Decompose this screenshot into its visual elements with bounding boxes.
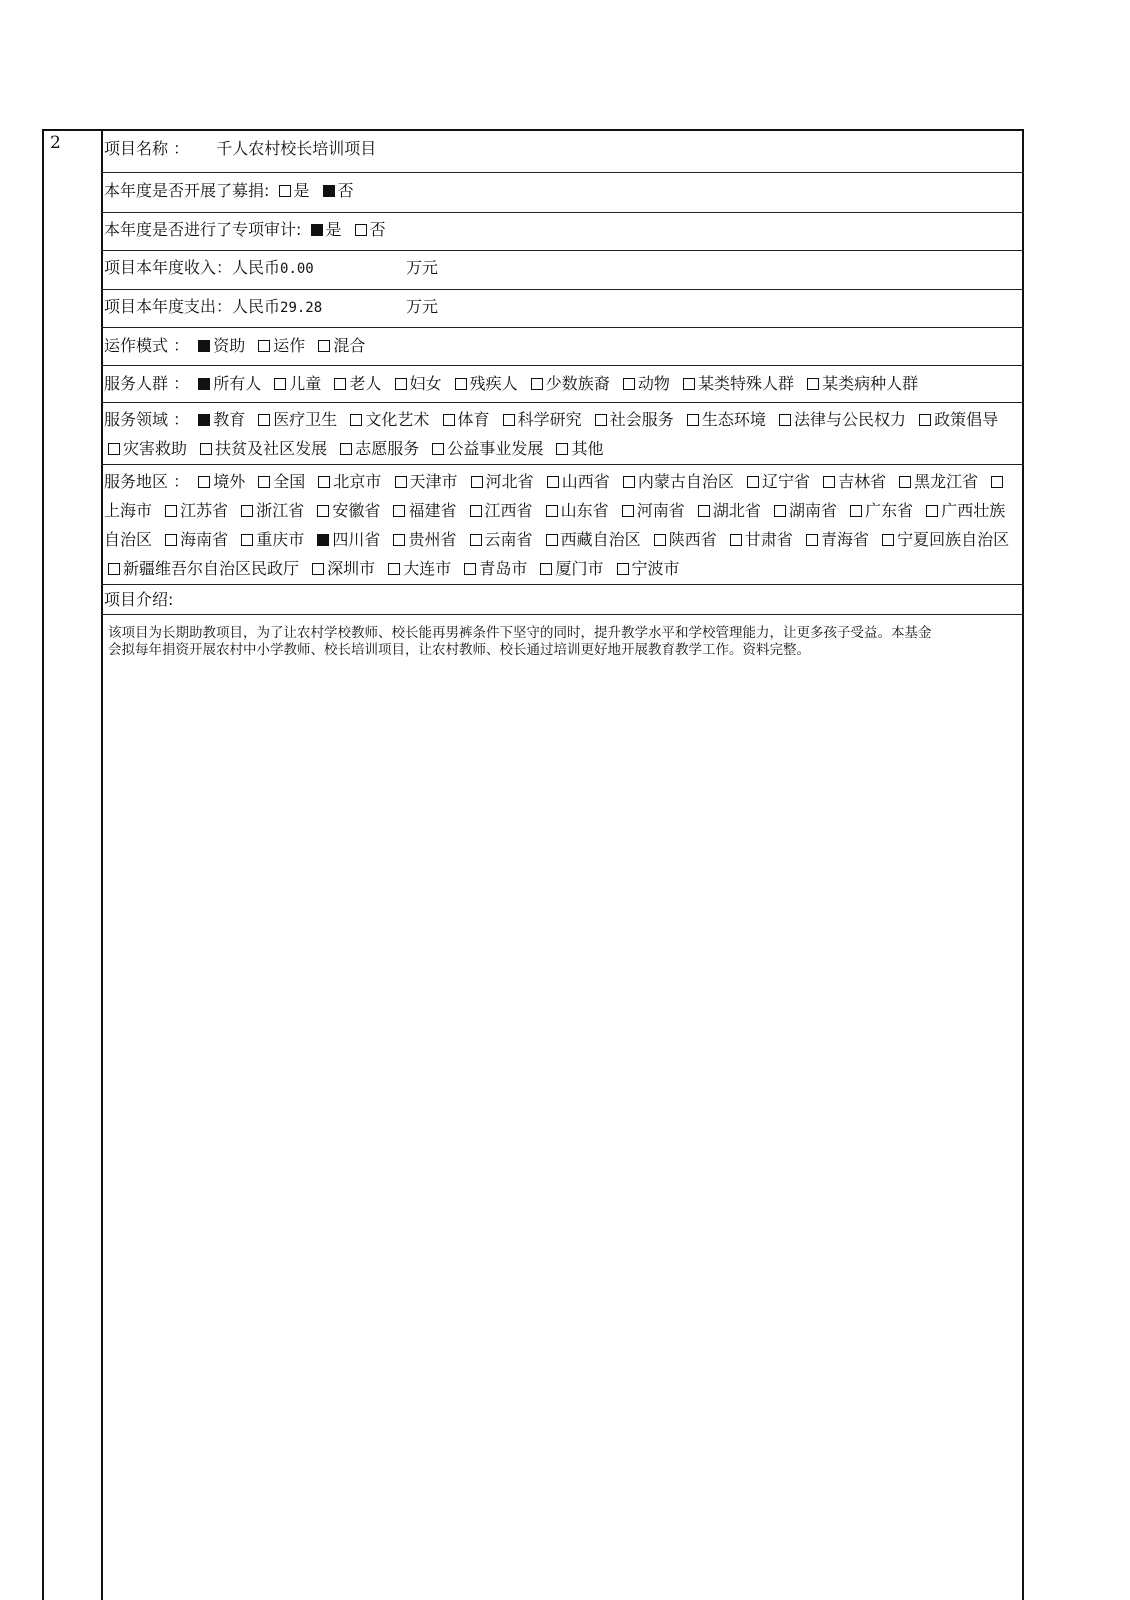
table-column-divider — [101, 130, 103, 1600]
service-region-option-label: 上海市 — [104, 501, 153, 520]
operation-mode-option-label: 资助 — [213, 336, 246, 355]
service-region-option[interactable] — [466, 501, 533, 520]
service-region-option-label: 山西省 — [561, 472, 610, 491]
service-field-option-label: 政策倡导 — [934, 410, 999, 429]
service-region-option-label: 厦门市 — [555, 559, 604, 578]
service-field-option-label: 文化艺术 — [365, 410, 430, 429]
checkbox-icon[interactable] — [531, 378, 543, 390]
checked-checkbox-icon[interactable] — [323, 185, 335, 197]
service-region-option[interactable] — [466, 530, 533, 549]
service-groups-label: 服务人群 ： — [104, 374, 190, 393]
income-label: 项目本年度收入：人民币 — [104, 258, 281, 277]
service-field-option[interactable] — [775, 410, 906, 429]
service-region-option[interactable] — [194, 472, 245, 491]
operation-mode-label: 运作模式 ： — [104, 336, 190, 355]
checkbox-icon[interactable] — [312, 563, 324, 575]
service-groups-row — [104, 369, 1020, 398]
checkbox-icon[interactable] — [317, 505, 329, 517]
service-region-option-label: 江苏省 — [180, 501, 229, 520]
service-region-option-label: 贵州省 — [408, 530, 457, 549]
service-region-option[interactable] — [237, 501, 304, 520]
service-fields-label: 服务领域 ： — [104, 410, 190, 429]
checkbox-icon[interactable] — [355, 224, 367, 236]
service-field-option[interactable] — [336, 439, 419, 458]
service-group-option[interactable] — [391, 374, 442, 393]
checkbox-icon[interactable] — [683, 378, 695, 390]
operation-mode-row — [104, 331, 1020, 360]
intro-label: 项目介绍: — [104, 590, 174, 609]
service-region-option-label: 云南省 — [484, 530, 533, 549]
service-field-option-label: 社会服务 — [609, 410, 674, 429]
row-divider — [101, 614, 1024, 615]
fundraising-option-label: 是 — [293, 181, 310, 200]
fundraising-label: 本年度是否开展了募捐: — [104, 181, 270, 200]
checkbox-icon[interactable] — [241, 534, 253, 546]
checkbox-icon[interactable] — [395, 476, 407, 488]
service-group-option-label: 儿童 — [289, 374, 322, 393]
checkbox-icon[interactable] — [258, 476, 270, 488]
checkbox-icon[interactable] — [318, 340, 330, 352]
checkbox-icon[interactable] — [774, 505, 786, 517]
service-region-option-label: 吉林省 — [838, 472, 887, 491]
service-region-option-label: 河南省 — [636, 501, 685, 520]
audit-options — [307, 220, 390, 239]
service-region-option[interactable] — [613, 559, 680, 578]
service-region-option[interactable] — [314, 472, 381, 491]
service-field-option[interactable] — [194, 410, 245, 429]
service-group-option[interactable] — [270, 374, 321, 393]
checkbox-icon[interactable] — [899, 476, 911, 488]
service-region-option-label: 西藏自治区 — [560, 530, 641, 549]
checkbox-icon[interactable] — [395, 378, 407, 390]
service-region-option[interactable] — [542, 530, 641, 549]
service-region-option[interactable] — [618, 501, 685, 520]
service-field-option[interactable] — [254, 410, 337, 429]
service-region-option[interactable] — [460, 559, 527, 578]
checkbox-icon[interactable] — [779, 414, 791, 426]
operation-mode-option[interactable] — [194, 336, 245, 355]
service-region-option-label: 全国 — [273, 472, 306, 491]
checkbox-icon[interactable] — [432, 443, 444, 455]
checkbox-icon[interactable] — [823, 476, 835, 488]
operation-mode-option-label: 混合 — [333, 336, 366, 355]
service-region-option-label: 黑龙江省 — [914, 472, 979, 491]
service-field-option-label: 体育 — [457, 410, 490, 429]
service-group-option[interactable] — [619, 374, 670, 393]
service-region-option[interactable] — [619, 472, 734, 491]
service-group-option[interactable] — [679, 374, 794, 393]
service-field-option[interactable] — [346, 410, 429, 429]
checkbox-icon[interactable] — [747, 476, 759, 488]
service-region-option-label: 海南省 — [180, 530, 229, 549]
service-region-option-label: 江西省 — [484, 501, 533, 520]
checkbox-icon[interactable] — [547, 476, 559, 488]
checkbox-icon[interactable] — [617, 563, 629, 575]
service-region-option-label: 湖南省 — [788, 501, 837, 520]
intro-row — [104, 585, 1020, 614]
service-region-option[interactable] — [536, 559, 603, 578]
fundraising-row — [104, 176, 1020, 205]
checkbox-icon[interactable] — [546, 505, 558, 517]
service-fields-row — [104, 405, 1020, 463]
income-unit: 万元 — [406, 258, 439, 277]
service-region-option[interactable] — [389, 501, 456, 520]
checkbox-icon[interactable] — [108, 443, 120, 455]
checkbox-icon[interactable] — [443, 414, 455, 426]
service-region-option-label: 重庆市 — [256, 530, 305, 549]
service-region-option[interactable] — [726, 530, 793, 549]
service-region-option-label: 浙江省 — [256, 501, 305, 520]
table-top-border — [42, 129, 1024, 131]
expense-amount: 29.28 — [280, 300, 323, 316]
checked-checkbox-icon[interactable] — [198, 378, 210, 390]
audit-option-label: 是 — [325, 220, 342, 239]
service-region-option-label: 福建省 — [408, 501, 457, 520]
checkbox-icon[interactable] — [806, 534, 818, 546]
audit-option[interactable] — [351, 220, 386, 239]
checkbox-icon[interactable] — [556, 443, 568, 455]
service-region-option-label: 北京市 — [333, 472, 382, 491]
row-number: 2 — [50, 133, 61, 153]
project-name-row — [104, 134, 1020, 163]
service-group-option[interactable] — [330, 374, 381, 393]
expense-row — [104, 292, 1020, 323]
service-region-option[interactable] — [895, 472, 978, 491]
checkbox-icon[interactable] — [200, 443, 212, 455]
service-region-option[interactable] — [161, 530, 228, 549]
service-group-option[interactable] — [803, 374, 918, 393]
service-field-option[interactable] — [104, 439, 187, 458]
service-region-option[interactable] — [819, 472, 886, 491]
service-region-option-label: 新疆维吾尔自治区民政厅 — [123, 559, 300, 578]
checked-checkbox-icon[interactable] — [198, 414, 210, 426]
service-group-option-label: 少数族裔 — [545, 374, 610, 393]
checkbox-icon[interactable] — [108, 563, 120, 575]
row-divider — [101, 464, 1024, 465]
checkbox-icon[interactable] — [503, 414, 515, 426]
service-region-option[interactable] — [384, 559, 451, 578]
checkbox-icon[interactable] — [654, 534, 666, 546]
service-field-option-label: 法律与公民权力 — [793, 410, 906, 429]
service-region-option-label: 宁夏回族自治区 — [897, 530, 1010, 549]
service-region-option-label: 安徽省 — [332, 501, 381, 520]
income-amount: 0.00 — [280, 261, 314, 277]
service-group-option-label: 妇女 — [409, 374, 442, 393]
service-region-option-label: 甘肃省 — [744, 530, 793, 549]
checkbox-icon[interactable] — [340, 443, 352, 455]
service-region-option-label: 辽宁省 — [761, 472, 810, 491]
checkbox-icon[interactable] — [623, 378, 635, 390]
row-divider — [101, 327, 1024, 328]
service-region-option-label: 宁波市 — [631, 559, 680, 578]
service-field-option[interactable] — [915, 410, 998, 429]
checkbox-icon[interactable] — [919, 414, 931, 426]
service-group-option[interactable] — [527, 374, 610, 393]
checkbox-icon[interactable] — [198, 476, 210, 488]
checked-checkbox-icon[interactable] — [198, 340, 210, 352]
fundraising-options — [275, 181, 358, 200]
checkbox-icon[interactable] — [334, 378, 346, 390]
service-group-option[interactable] — [451, 374, 518, 393]
checkbox-icon[interactable] — [546, 534, 558, 546]
service-field-option-label: 扶贫及社区发展 — [215, 439, 328, 458]
checkbox-icon[interactable] — [470, 505, 482, 517]
operation-mode-options — [194, 336, 369, 355]
checked-checkbox-icon[interactable] — [311, 224, 323, 236]
table-left-border — [42, 130, 44, 1600]
service-group-option[interactable] — [194, 374, 261, 393]
service-group-option-label: 所有人 — [213, 374, 262, 393]
operation-mode-option[interactable] — [254, 336, 305, 355]
service-field-option[interactable] — [683, 410, 766, 429]
service-region-option-label: 山东省 — [560, 501, 609, 520]
checkbox-icon[interactable] — [388, 563, 400, 575]
service-region-option[interactable] — [389, 530, 456, 549]
checkbox-icon[interactable] — [274, 378, 286, 390]
service-field-option-label: 公益事业发展 — [447, 439, 544, 458]
row-divider — [101, 365, 1024, 366]
checkbox-icon[interactable] — [318, 476, 330, 488]
service-region-option-label: 深圳市 — [327, 559, 376, 578]
row-divider — [101, 402, 1024, 403]
service-region-option[interactable] — [237, 530, 304, 549]
service-region-option[interactable] — [542, 501, 609, 520]
service-regions-options — [104, 472, 1013, 578]
service-field-option-label: 其他 — [571, 439, 604, 458]
service-region-option[interactable] — [846, 501, 913, 520]
checkbox-icon[interactable] — [471, 476, 483, 488]
service-region-option-label: 陕西省 — [668, 530, 717, 549]
service-field-option[interactable] — [591, 410, 674, 429]
service-region-option[interactable] — [543, 472, 610, 491]
row-divider — [101, 212, 1024, 213]
service-region-option-label: 广东省 — [865, 501, 914, 520]
service-region-option[interactable] — [802, 530, 869, 549]
checkbox-icon[interactable] — [464, 563, 476, 575]
checkbox-icon[interactable] — [850, 505, 862, 517]
checkbox-icon[interactable] — [350, 414, 362, 426]
service-group-option-label: 某类特殊人群 — [697, 374, 794, 393]
income-row — [104, 253, 1020, 284]
checkbox-icon[interactable] — [622, 505, 634, 517]
service-field-option-label: 志愿服务 — [355, 439, 420, 458]
service-group-option-label: 某类病种人群 — [822, 374, 919, 393]
service-field-option[interactable] — [552, 439, 603, 458]
checkbox-icon[interactable] — [730, 534, 742, 546]
operation-mode-option[interactable] — [314, 336, 365, 355]
service-field-option-label: 医疗卫生 — [273, 410, 338, 429]
expense-unit: 万元 — [406, 297, 439, 316]
service-region-option-label: 广西壮族自治区 — [104, 501, 1006, 549]
project-name-label: 项目名称 ： — [104, 139, 190, 158]
service-field-option-label: 灾害救助 — [123, 439, 188, 458]
service-region-option-label: 内蒙古自治区 — [637, 472, 734, 491]
service-regions-row — [104, 467, 1020, 583]
service-group-option-label: 老人 — [349, 374, 382, 393]
checkbox-icon[interactable] — [807, 378, 819, 390]
service-field-option[interactable] — [196, 439, 327, 458]
service-fields-options — [104, 410, 1002, 458]
audit-option[interactable] — [307, 220, 342, 239]
service-region-option-label: 大连市 — [403, 559, 452, 578]
service-field-option-label: 生态环境 — [701, 410, 766, 429]
checkbox-icon[interactable] — [241, 505, 253, 517]
service-field-option[interactable] — [499, 410, 582, 429]
operation-mode-option-label: 运作 — [273, 336, 306, 355]
service-groups-options — [194, 374, 922, 393]
checkbox-icon[interactable] — [882, 534, 894, 546]
checkbox-icon[interactable] — [258, 340, 270, 352]
service-region-option[interactable] — [467, 472, 534, 491]
service-group-option-label: 残疾人 — [469, 374, 518, 393]
fundraising-option[interactable] — [319, 181, 354, 200]
service-region-option[interactable] — [313, 501, 380, 520]
intro-text: 该项目为长期助教项目，为了让农村学校教师、校长能再男裤条件下坚守的同时，提升教学水平和学校管理能力，让更多孩子受益。本基金会拟每年捐资开展农村中小学教师、校长培训项目，让农村教师、校长通过培训更好地开展教育教学工作。资料完整。 — [108, 625, 932, 658]
service-regions-label: 服务地区 ： — [104, 472, 190, 491]
row-divider — [101, 250, 1024, 251]
service-region-option[interactable] — [313, 530, 380, 549]
row-divider — [101, 289, 1024, 290]
service-region-option-label: 青岛市 — [479, 559, 528, 578]
service-region-option[interactable] — [254, 472, 305, 491]
service-region-option-label: 青海省 — [820, 530, 869, 549]
checkbox-icon[interactable] — [926, 505, 938, 517]
service-region-option-label: 四川省 — [332, 530, 381, 549]
service-region-option-label: 湖北省 — [712, 501, 761, 520]
checkbox-icon[interactable] — [698, 505, 710, 517]
checkbox-icon[interactable] — [991, 476, 1003, 488]
service-field-option[interactable] — [439, 410, 490, 429]
table-right-border — [1022, 130, 1024, 1600]
service-group-option-label: 动物 — [637, 374, 670, 393]
fundraising-option-label: 否 — [337, 181, 354, 200]
checkbox-icon[interactable] — [540, 563, 552, 575]
checkbox-icon[interactable] — [623, 476, 635, 488]
service-region-option[interactable] — [308, 559, 375, 578]
checkbox-icon[interactable] — [165, 505, 177, 517]
audit-row — [104, 215, 1020, 244]
checkbox-icon[interactable] — [470, 534, 482, 546]
project-name-value: 千人农村校长培训项目 — [216, 139, 377, 158]
service-field-option[interactable] — [428, 439, 543, 458]
service-region-option[interactable] — [743, 472, 810, 491]
fundraising-option[interactable] — [275, 181, 310, 200]
checkbox-icon[interactable] — [687, 414, 699, 426]
service-region-option[interactable] — [161, 501, 228, 520]
checkbox-icon[interactable] — [258, 414, 270, 426]
service-field-option-label: 教育 — [213, 410, 246, 429]
checked-checkbox-icon[interactable] — [317, 534, 329, 546]
checkbox-icon[interactable] — [393, 505, 405, 517]
checkbox-icon[interactable] — [165, 534, 177, 546]
service-region-option-label: 河北省 — [485, 472, 534, 491]
service-region-option-label: 天津市 — [409, 472, 458, 491]
service-region-option[interactable] — [391, 472, 458, 491]
row-divider — [101, 172, 1024, 173]
service-region-option[interactable] — [878, 530, 1009, 549]
checkbox-icon[interactable] — [279, 185, 291, 197]
service-region-option[interactable] — [104, 559, 299, 578]
service-region-option[interactable] — [650, 530, 717, 549]
expense-label: 项目本年度支出：人民币 — [104, 297, 281, 316]
checkbox-icon[interactable] — [595, 414, 607, 426]
audit-label: 本年度是否进行了专项审计: — [104, 220, 302, 239]
audit-option-label: 否 — [369, 220, 386, 239]
service-field-option-label: 科学研究 — [517, 410, 582, 429]
checkbox-icon[interactable] — [393, 534, 405, 546]
service-region-option[interactable] — [694, 501, 761, 520]
checkbox-icon[interactable] — [455, 378, 467, 390]
service-region-option-label: 境外 — [213, 472, 246, 491]
service-region-option[interactable] — [770, 501, 837, 520]
